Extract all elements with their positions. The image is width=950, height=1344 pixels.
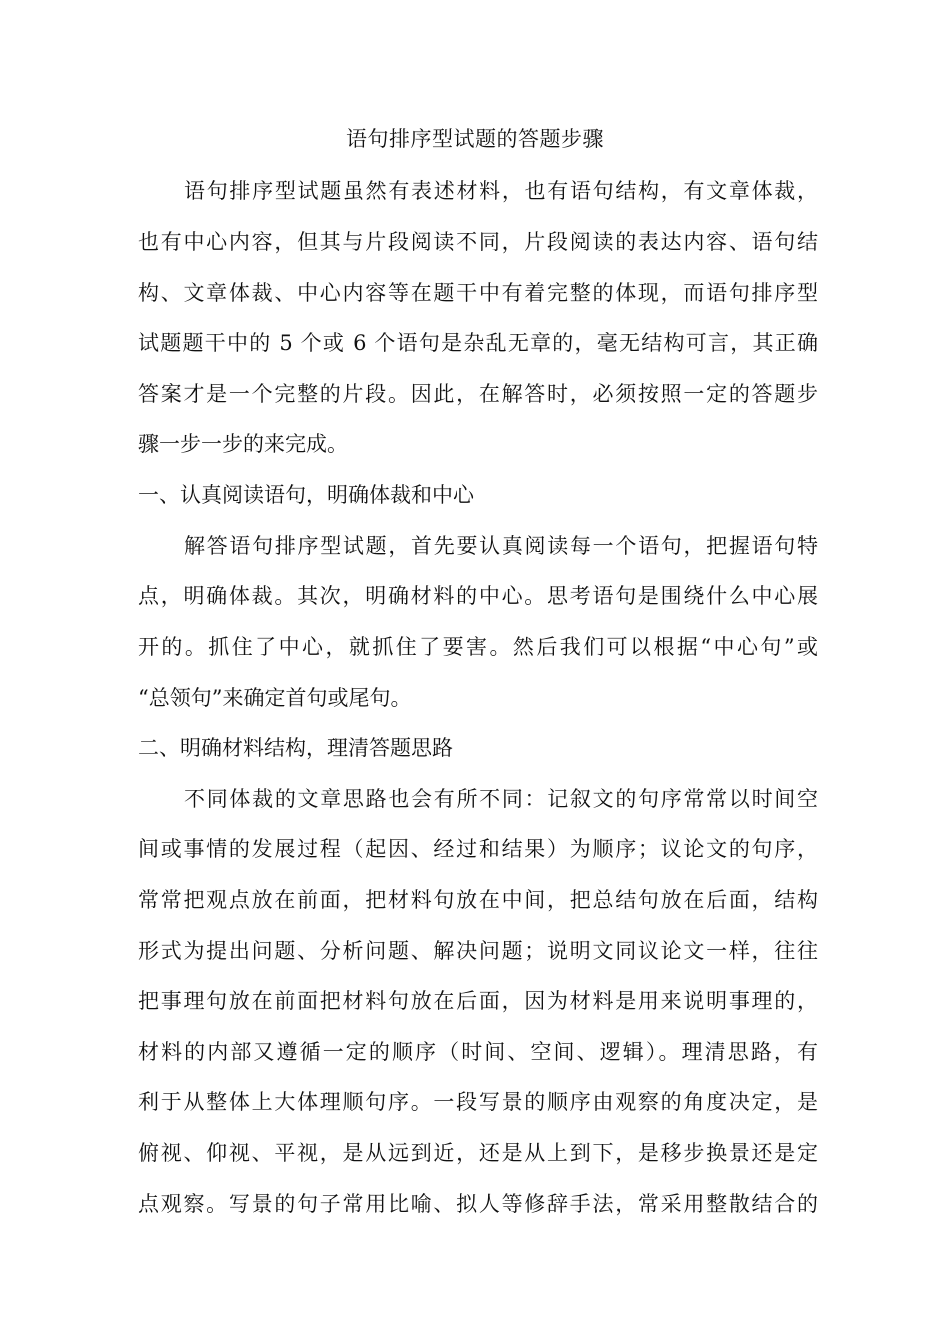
section-heading: 二、明确材料结构，理清答题思路 [138,736,453,760]
document-title: 语句排序型试题的答题步骤 [346,127,604,151]
text-line: 常常把观点放在前面，把材料句放在中间，把总结句放在后面，结构 [138,888,818,912]
text-line: 俯视、仰视、平视，是从远到近，还是从上到下，是移步换景还是定 [138,1141,818,1165]
text-line: 点观察。写景的句子常用比喻、拟人等修辞手法，常采用整散结合的 [138,1192,818,1216]
text-line: 骤一步一步的来完成。 [138,432,348,456]
text-line: 不同体裁的文章思路也会有所不同：记叙文的句序常常以时间空 [184,787,818,811]
text-line: 利于从整体上大体理顺句序。一段写景的顺序由观察的角度决定，是 [138,1090,818,1114]
text-line: 解答语句排序型试题，首先要认真阅读每一个语句，把握语句特 [184,534,818,558]
text-line: 语句排序型试题虽然有表述材料，也有语句结构，有文章体裁， [184,179,818,203]
text-line: 开的。抓住了中心，就抓住了要害。然后我们可以根据“中心句”或 [138,635,818,659]
text-line: 形式为提出问题、分析问题、解决问题；说明文同议论文一样，往往 [138,939,818,963]
text-line: 点，明确体裁。其次，明确材料的中心。思考语句是围绕什么中心展 [138,584,818,608]
text-line: 构、文章体裁、中心内容等在题干中有着完整的体现，而语句排序型 [138,281,818,305]
text-line: 间或事情的发展过程（起因、经过和结果）为顺序；议论文的句序， [138,837,818,861]
text-line: 把事理句放在前面把材料句放在后面，因为材料是用来说明事理的， [138,989,818,1013]
text-line: 也有中心内容，但其与片段阅读不同，片段阅读的表达内容、语句结 [138,230,818,254]
text-line: 材料的内部又遵循一定的顺序（时间、空间、逻辑）。理清思路，有 [138,1040,818,1064]
text-line: 答案才是一个完整的片段。因此，在解答时，必须按照一定的答题步 [138,382,818,406]
text-line: 试题题干中的 5 个或 6 个语句是杂乱无章的，毫无结构可言，其正确 [138,331,818,355]
section-heading: 一、认真阅读语句，明确体裁和中心 [138,483,474,507]
text-line: “总领句”来确定首句或尾句。 [138,686,412,710]
